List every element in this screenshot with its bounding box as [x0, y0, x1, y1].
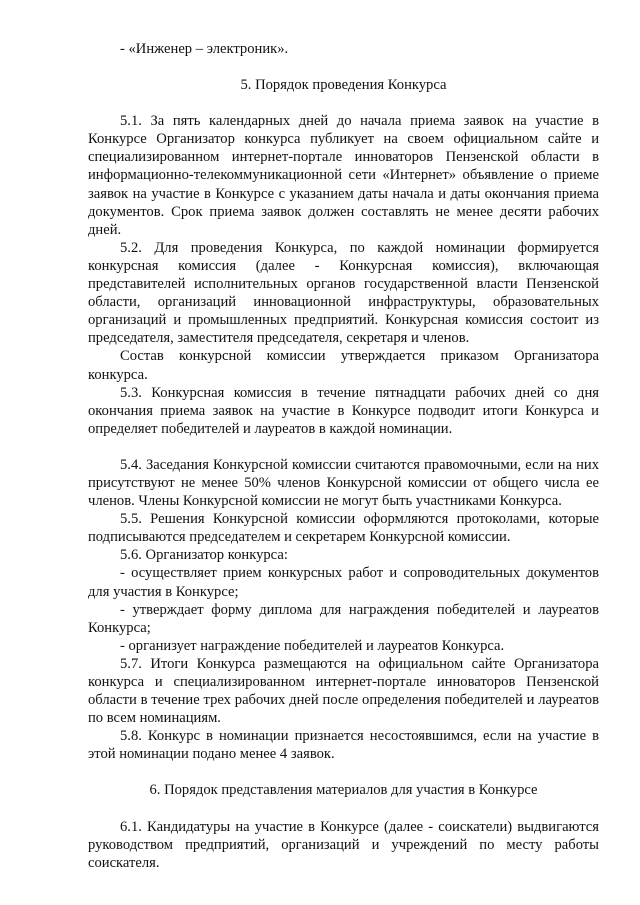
paragraph-5-1: 5.1. За пять календарных дней до начала приема заявок на участие в Конкурсе Организатор конкурса публикует на своем официальном сайте и специализированном интернет-портале инноваторов Пензенской области в информационно-телекоммуникационной сети «Интернет» объявление о приеме заявок на участие в Конкурсе с указанием даты начала и даты окончания приема документов. Срок приема заявок должен составлять не менее десяти рабочих дней.	[88, 113, 599, 238]
list-item-5-6-a: - осуществляет прием конкурсных работ и сопроводительных документов для участия в Конкурсе;	[88, 565, 599, 600]
paragraph-5-4: 5.4. Заседания Конкурсной комиссии считаются правомочными, если на них присутствуют не менее 50% членов Конкурсной комиссии от общего числа ее членов. Члены Конкурсной комиссии не могут быть участниками Конкурса.	[88, 456, 599, 510]
paragraph-6-1: 6.1. Кандидатуры на участие в Конкурсе (далее - соискатели) выдвигаются руководством предприятий, организаций и учреждений по месту работы соискателя.	[88, 818, 599, 871]
list-item-5-6-b: - утверждает форму диплома для награждения победителей и лауреатов Конкурса;	[88, 601, 599, 636]
section-6-heading: 6. Порядок представления материалов для участия в Конкурсе	[149, 782, 538, 799]
paragraph-5-2-commission: Состав конкурсной комиссии утверждается приказом Организатора конкурса.	[88, 348, 599, 383]
spacer	[88, 438, 599, 456]
list-item-engineer: - «Инженер – электроник».	[120, 41, 289, 57]
spacer	[88, 800, 599, 818]
list-item-5-6-c: - организует награждение победителей и лауреатов Конкурса.	[120, 637, 505, 654]
spacer	[88, 763, 599, 781]
paragraph-5-5: 5.5. Решения Конкурсной комиссии оформляются протоколами, которые подписываются председателем и секретарем Конкурсной комиссии.	[88, 511, 599, 546]
spacer	[88, 58, 599, 76]
spacer	[88, 94, 599, 112]
paragraph-5-7: 5.7. Итоги Конкурса размещаются на официальном сайте Организатора конкурса и специализированном интернет-портале инноваторов Пензенской области в течение трех рабочих дней после определения победителей и лауреатов по всем номинациям.	[88, 655, 599, 727]
paragraph-5-8: 5.8. Конкурс в номинации признается несостоявшимся, если на участие в этой номинации подано менее 4 заявок.	[88, 728, 599, 763]
paragraph-5-2: 5.2. Для проведения Конкурса, по каждой номинации формируется конкурсная комиссия (далее - Конкурсная комиссия), включающая представителей исполнительных органов государственной власти Пензенской области, организаций инновационной инфраструктуры, образовательных организаций и промышленных предприятий. Конкурсная комиссия состоит из председателя, заместителя председателя, секретаря и членов.	[88, 239, 599, 347]
paragraph-5-6: 5.6. Организатор конкурса:	[120, 547, 288, 564]
section-5-heading: 5. Порядок проведения Конкурса	[240, 77, 447, 94]
paragraph-5-3: 5.3. Конкурсная комиссия в течение пятнадцати рабочих дней со дня окончания приема заявок на участие в Конкурсе подводит итоги Конкурса и определяет победителей и лауреатов в каждой номинации.	[88, 384, 599, 437]
